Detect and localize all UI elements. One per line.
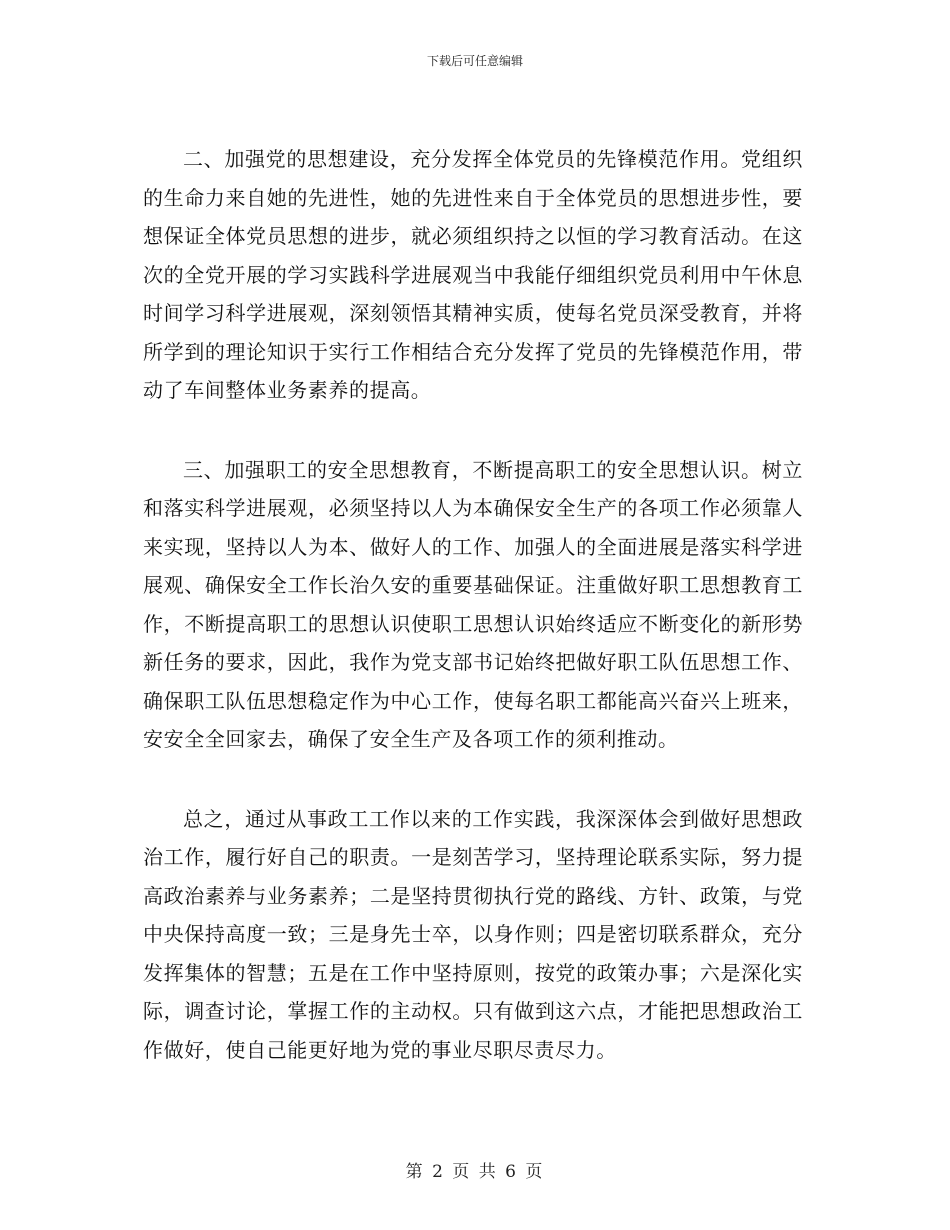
page-header: 下载后可任意编辑 [426, 54, 523, 68]
paragraph-safety-education: 三、加强职工的安全思想教育，不断提高职工的安全思想认识。树立和落实科学进展观，必须坚持以人为本确保安全生产的各项工作必须靠人来实现，坚持以人为本、做好人的工作、加强人的全面进展是落实科学进展观、确保安全工作长治久安的重要基础保证。注重做好职工思想教育工作，不断提高职工的思想认识使职工思想认识始终适应不断变化的新形势新任务的要求，因此，我作为党支部书记始终把做好职工队伍思想工作、确保职工队伍思想稳定作为中心工作，使每名职工都能高兴奋兴上班来，安安全全回家去，确保了安全生产及各项工作的须利推动。 [143, 457, 803, 751]
paragraph-party-ideology: 二、加强党的思想建设，充分发挥全体党员的先锋模范作用。党组织的生命力来自她的先进性，她的先进性来自于全体党员的思想进步性，要想保证全体党员思想的进步，就必须组织持之以恒的学习教育活动。在这次的全党开展的学习实践科学进展观当中我能仔细组织党员利用中午休息时间学习科学进展观，深刻领悟其精神实质，使每名党员深受教育，并将所学到的理论知识于实行工作相结合充分发挥了党员的先锋模范作用，带动了车间整体业务素养的提高。 [143, 147, 803, 402]
paragraph-summary: 总之，通过从事政工工作以来的工作实践，我深深体会到做好思想政治工作，履行好自己的职责。一是刻苦学习，坚持理论联系实际，努力提高政治素养与业务素养；二是坚持贯彻执行党的路线、方针、政策，与党中央保持高度一致；三是身先士卒，以身作则；四是密切联系群众，充分发挥集体的智慧；五是在工作中坚持原则，按党的政策办事；六是深化实际，调查讨论，掌握工作的主动权。只有做到这六点，才能把思想政治工作做好，使自己能更好地为党的事业尽职尽责尽力。 [143, 806, 803, 1062]
page-number: 第 2 页 共 6 页 [405, 1162, 545, 1182]
document-body [143, 140, 803, 1069]
